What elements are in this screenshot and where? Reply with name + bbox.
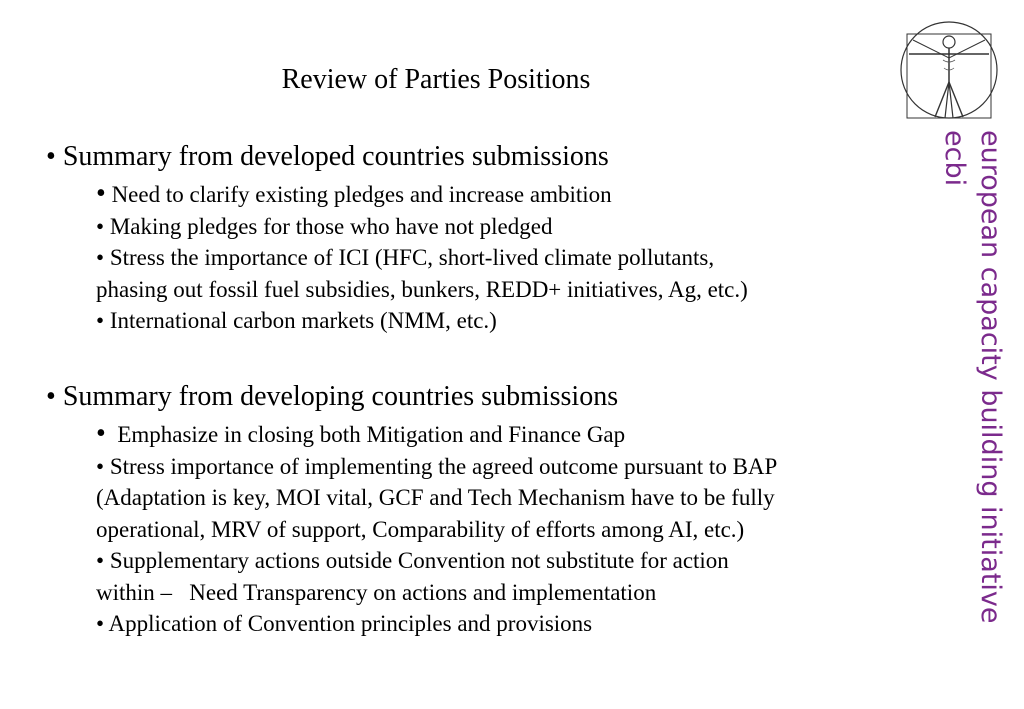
list-item: • Emphasize in closing both Mitigation and Finance Gap — [96, 418, 626, 449]
vitruvian-man-logo — [899, 20, 999, 120]
brand-line-2: ecbi — [939, 130, 970, 187]
slide-title: Review of Parties Positions — [281, 64, 591, 95]
list-item: within – Need Transparency on actions and implementation — [96, 579, 657, 605]
developed-list — [96, 178, 886, 337]
list-item: • Application of Convention principles and provisions — [96, 611, 593, 636]
developing-list — [96, 418, 886, 640]
list-item: • Need to clarify existing pledges and increase ambition — [96, 178, 612, 209]
ecbi-vertical-brand — [936, 130, 1008, 623]
list-item: • Stress importance of implementing the agreed outcome pursuant to BAP — [96, 453, 778, 479]
list-item: • Making pledges for those who have not pledged — [96, 213, 553, 239]
list-item: • Stress the importance of ICI (HFC, short-lived climate pollutants, — [96, 245, 715, 270]
brand-line-1: european capacity building initiative — [975, 130, 1006, 624]
developing-heading: • Summary from developing countries submissions — [46, 381, 619, 412]
list-item: phasing out fossil fuel subsidies, bunkers, REDD+ initiatives, Ag, etc.) — [96, 276, 748, 302]
developed-section — [46, 140, 886, 337]
list-item: • Supplementary actions outside Convention not substitute for action — [96, 548, 729, 573]
developed-heading: • Summary from developed countries submissions — [46, 141, 609, 172]
list-item: operational, MRV of support, Comparability of efforts among AI, etc.) — [96, 516, 745, 542]
list-item: • International carbon markets (NMM, etc.) — [96, 308, 497, 333]
list-item: (Adaptation is key, MOI vital, GCF and Tech Mechanism have to be fully — [96, 485, 775, 510]
developing-section — [46, 380, 886, 640]
